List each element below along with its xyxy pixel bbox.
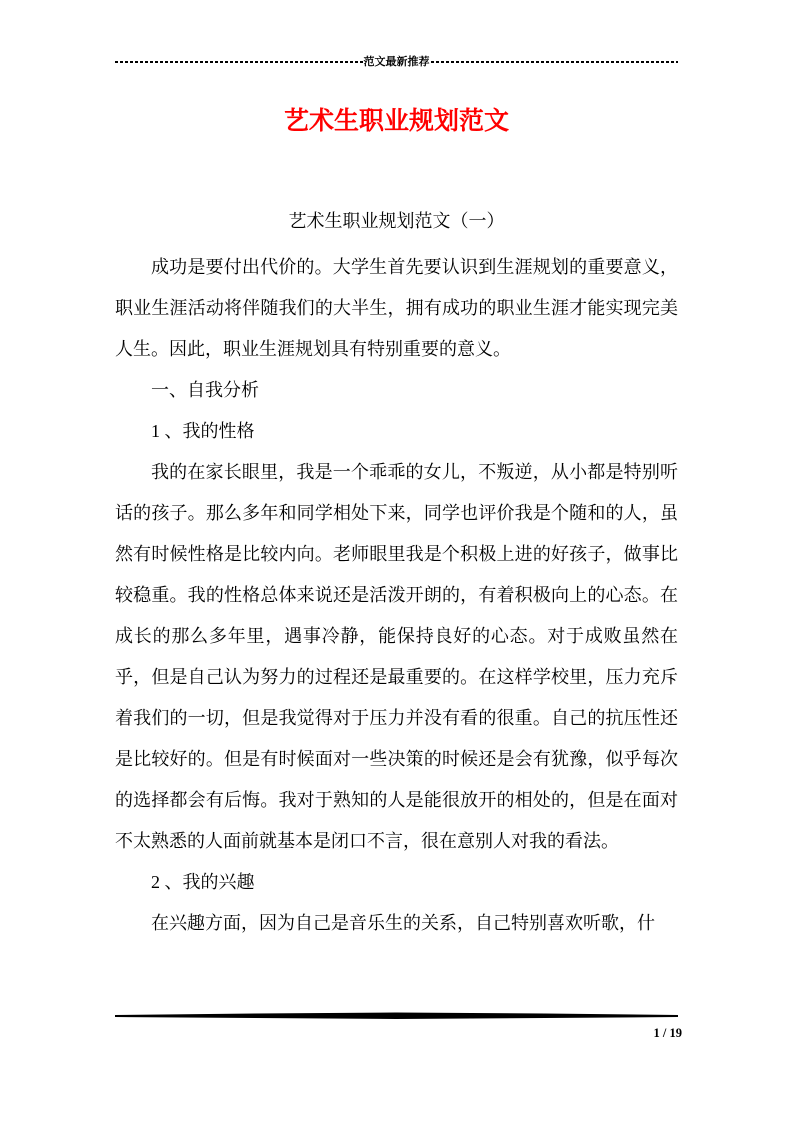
document-body [115,247,678,944]
header-dash-right [431,61,679,63]
page-title: 艺术生职业规划范文 [283,108,509,135]
header-label: 范文最新推荐 [363,56,430,68]
paragraph-personality: 我的在家长眼里，我是一个乖乖的女儿，不叛逆，从小都是特别听话的孩子。那么多年和同学相处下来，同学也评价我是个随和的人，虽然有时候性格是比较内向。老师眼里我是个积极上进的好孩子，做事比较稳重。我的性格总体来说还是活泼开朗的，有着积极向上的心态。在成长的那么多年里，遇事冷静，能保持良好的心态。对于成败虽然在乎，但是自己认为努力的过程还是最重要的。在这样学校里，压力充斥着我们的一切，但是我觉得对于压力并没有看的很重。自己的抗压性还是比较好的。但是有时候面对一些决策的时候还是会有犹豫，似乎每次的选择都会有后悔。我对于熟知的人是能很放开的相处的，但是在面对不太熟悉的人面前就基本是闭口不言，很在意别人对我的看法。 [115,462,678,851]
footer-rule-line [115,1012,678,1020]
paragraph-interests: 在兴趣方面，因为自己是音乐生的关系，自己特别喜欢听歌，什 [151,913,655,933]
footer-rule [115,1007,678,1015]
heading-my-personality: 1 、我的性格 [151,421,255,441]
heading-my-interests: 2 、我的兴趣 [151,872,255,892]
header-dash-left [115,61,363,63]
header-rule [115,53,678,71]
heading-self-analysis: 一、自我分析 [151,380,259,400]
paragraph-intro: 成功是要付出代价的。大学生首先要认识到生涯规划的重要意义，职业生涯活动将伴随我们的大半生，拥有成功的职业生涯才能实现完美人生。因此，职业生涯规划具有特别重要的意义。 [115,257,678,359]
page-number: 1 / 19 [653,1026,682,1040]
doc-subtitle: 艺术生职业规划范文（一） [288,211,505,231]
